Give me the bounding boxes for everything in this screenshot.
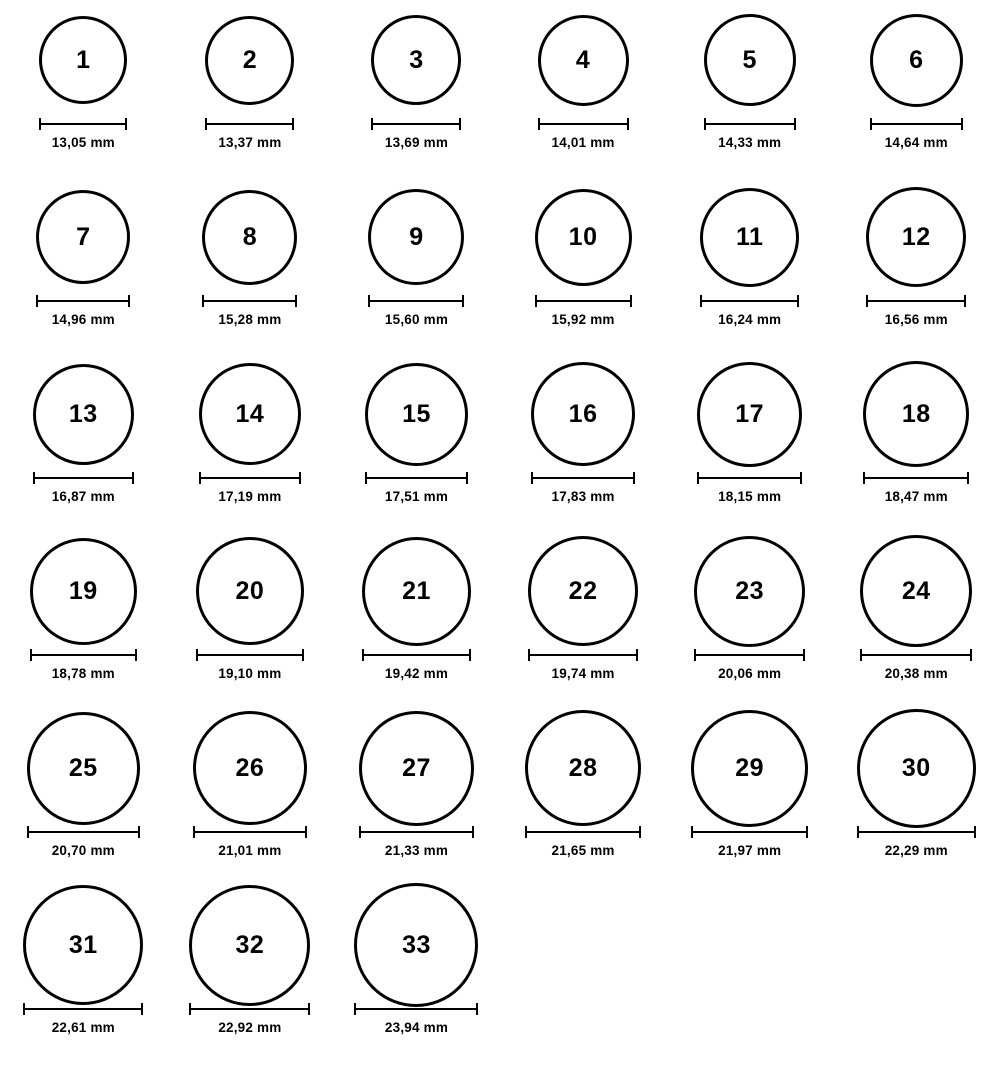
ring-size-cell — [333, 712, 500, 889]
ring-size-number: 9 — [409, 222, 424, 251]
ring-outline-wrap — [535, 181, 632, 293]
ring-size-number: 12 — [901, 222, 931, 251]
ring-outline-circle — [525, 710, 641, 826]
ring-size-number: 1 — [76, 45, 91, 74]
ring-size-number: 29 — [735, 753, 765, 782]
ring-size-cell — [333, 4, 500, 181]
ring-outline-circle — [531, 362, 635, 466]
ring-size-cell — [333, 535, 500, 712]
ring-diameter-label: 15,28 mm — [218, 312, 282, 327]
ring-outline-circle — [354, 883, 478, 1007]
ring-diameter-label: 18,78 mm — [51, 666, 115, 681]
ring-outline-circle — [863, 361, 969, 467]
ring-diameter-label: 23,94 mm — [384, 1020, 449, 1035]
ring-size-number: 25 — [68, 753, 98, 782]
ring-outline-circle — [528, 536, 638, 646]
diameter-caliper-icon — [202, 295, 297, 307]
ring-size-number: 8 — [242, 222, 258, 251]
diameter-caliper-icon — [189, 1003, 310, 1015]
ring-diameter-label: 14,33 mm — [718, 135, 782, 150]
ring-size-number: 13 — [68, 399, 98, 428]
ring-size-number: 15 — [402, 399, 431, 428]
ring-diameter-label: 21,01 mm — [218, 843, 282, 858]
ring-size-cell — [833, 358, 1000, 535]
ring-outline-wrap — [205, 4, 294, 116]
ring-outline-circle — [205, 16, 294, 105]
ring-size-number: 18 — [901, 399, 931, 428]
ring-outline-wrap — [23, 889, 143, 1001]
ring-outline-wrap — [704, 4, 796, 116]
ring-diameter-label: 13,05 mm — [51, 135, 115, 150]
diameter-caliper-icon — [36, 295, 130, 307]
ring-size-number: 30 — [901, 753, 931, 782]
ring-size-number: 20 — [235, 576, 265, 605]
ring-size-number: 14 — [235, 399, 265, 428]
ring-diameter-label: 20,70 mm — [51, 843, 115, 858]
ring-outline-wrap — [27, 712, 140, 824]
diameter-caliper-icon — [371, 118, 461, 130]
diameter-caliper-icon — [27, 826, 140, 838]
ring-size-number: 10 — [568, 222, 598, 251]
diameter-caliper-icon — [860, 649, 972, 661]
ring-size-cell — [0, 889, 167, 1066]
ring-outline-wrap — [368, 181, 464, 293]
diameter-caliper-icon — [866, 295, 966, 307]
ring-outline-circle — [193, 711, 307, 825]
ring-diameter-label: 14,64 mm — [884, 135, 948, 150]
diameter-caliper-icon — [857, 826, 976, 838]
ring-outline-wrap — [30, 535, 137, 647]
ring-outline-wrap — [528, 535, 638, 647]
ring-size-number: 22 — [568, 576, 598, 605]
diameter-caliper-icon — [30, 649, 137, 661]
ring-size-number: 31 — [68, 930, 98, 959]
ring-outline-wrap — [196, 535, 304, 647]
ring-outline-wrap — [36, 181, 130, 293]
ring-size-cell — [833, 712, 1000, 889]
ring-diameter-label: 17,51 mm — [384, 489, 449, 504]
ring-outline-wrap — [362, 535, 471, 647]
diameter-caliper-icon — [538, 118, 629, 130]
diameter-caliper-icon — [23, 1003, 143, 1015]
ring-size-number: 33 — [402, 930, 431, 959]
ring-outline-circle — [691, 710, 808, 827]
ring-size-number: 7 — [76, 222, 91, 251]
ring-outline-wrap — [33, 358, 134, 470]
diameter-caliper-icon — [368, 295, 464, 307]
ring-diameter-label: 16,56 mm — [884, 312, 948, 327]
ring-outline-circle — [39, 16, 127, 104]
diameter-caliper-icon — [205, 118, 294, 130]
ring-outline-circle — [365, 363, 468, 466]
ring-outline-circle — [866, 187, 966, 287]
ring-outline-circle — [700, 188, 799, 287]
ring-outline-circle — [33, 364, 134, 465]
ring-size-number: 26 — [235, 753, 265, 782]
diameter-caliper-icon — [528, 649, 638, 661]
ring-diameter-label: 21,97 mm — [718, 843, 782, 858]
ring-outline-wrap — [538, 4, 629, 116]
diameter-caliper-icon — [525, 826, 641, 838]
ring-outline-circle — [704, 14, 796, 106]
ring-size-number: 27 — [402, 753, 431, 782]
ring-size-cell — [333, 181, 500, 358]
ring-size-number: 2 — [242, 45, 258, 74]
ring-size-number: 23 — [735, 576, 765, 605]
diameter-caliper-icon — [39, 118, 127, 130]
diameter-caliper-icon — [694, 649, 805, 661]
ring-outline-wrap — [354, 889, 478, 1001]
ring-diameter-label: 15,92 mm — [551, 312, 615, 327]
ring-outline-circle — [196, 537, 304, 645]
ring-diameter-label: 18,15 mm — [718, 489, 782, 504]
ring-outline-circle — [860, 535, 972, 647]
ring-diameter-label: 21,33 mm — [384, 843, 449, 858]
ring-diameter-label: 14,01 mm — [551, 135, 615, 150]
ring-outline-wrap — [202, 181, 297, 293]
diameter-caliper-icon — [870, 118, 963, 130]
ring-diameter-label: 17,19 mm — [218, 489, 282, 504]
diameter-caliper-icon — [700, 295, 799, 307]
ring-outline-circle — [30, 538, 137, 645]
ring-size-cell — [167, 712, 334, 889]
diameter-caliper-icon — [691, 826, 808, 838]
ring-outline-wrap — [359, 712, 474, 824]
ring-outline-wrap — [694, 535, 805, 647]
ring-outline-circle — [368, 189, 464, 285]
ring-size-cell — [666, 358, 833, 535]
ring-outline-circle — [697, 362, 802, 467]
ring-size-cell — [666, 4, 833, 181]
ring-outline-circle — [27, 712, 140, 825]
diameter-caliper-icon — [697, 472, 802, 484]
ring-outline-circle — [359, 711, 474, 826]
ring-size-number: 17 — [735, 399, 765, 428]
ring-outline-circle — [870, 14, 963, 107]
ring-size-cell — [833, 181, 1000, 358]
ring-size-cell — [167, 4, 334, 181]
ring-outline-wrap — [697, 358, 802, 470]
diameter-caliper-icon — [362, 649, 471, 661]
ring-size-number: 19 — [68, 576, 98, 605]
ring-diameter-label: 19,10 mm — [218, 666, 282, 681]
ring-diameter-label: 19,74 mm — [551, 666, 615, 681]
ring-size-cell — [0, 712, 167, 889]
ring-size-cell — [666, 181, 833, 358]
ring-size-cell — [666, 535, 833, 712]
ring-outline-circle — [371, 15, 461, 105]
ring-diameter-label: 16,87 mm — [51, 489, 115, 504]
ring-size-cell — [833, 4, 1000, 181]
ring-size-cell — [500, 358, 667, 535]
ring-size-cell — [167, 535, 334, 712]
ring-outline-wrap — [860, 535, 972, 647]
ring-outline-circle — [857, 709, 976, 828]
ring-outline-wrap — [371, 4, 461, 116]
ring-outline-circle — [189, 885, 310, 1006]
diameter-caliper-icon — [531, 472, 635, 484]
ring-outline-wrap — [199, 358, 301, 470]
ring-size-cell — [0, 358, 167, 535]
ring-size-cell — [500, 4, 667, 181]
ring-diameter-label: 13,37 mm — [218, 135, 282, 150]
ring-diameter-label: 17,83 mm — [551, 489, 615, 504]
ring-diameter-label: 22,92 mm — [218, 1020, 282, 1035]
ring-size-number: 11 — [735, 222, 764, 251]
ring-diameter-label: 21,65 mm — [551, 843, 615, 858]
diameter-caliper-icon — [33, 472, 134, 484]
diameter-caliper-icon — [193, 826, 307, 838]
ring-size-cell — [0, 181, 167, 358]
ring-outline-wrap — [193, 712, 307, 824]
diameter-caliper-icon — [196, 649, 304, 661]
ring-outline-wrap — [870, 4, 963, 116]
ring-outline-circle — [199, 363, 301, 465]
ring-size-number: 16 — [568, 399, 598, 428]
ring-size-cell — [333, 889, 500, 1066]
ring-size-cell — [500, 712, 667, 889]
diameter-caliper-icon — [359, 826, 474, 838]
ring-outline-wrap — [39, 4, 127, 116]
ring-outline-circle — [535, 189, 632, 286]
ring-outline-wrap — [531, 358, 635, 470]
ring-diameter-label: 14,96 mm — [51, 312, 115, 327]
ring-outline-circle — [694, 536, 805, 647]
ring-outline-wrap — [189, 889, 310, 1001]
ring-outline-wrap — [365, 358, 468, 470]
ring-outline-wrap — [691, 712, 808, 824]
ring-size-cell — [500, 181, 667, 358]
ring-size-cell — [833, 535, 1000, 712]
ring-diameter-label: 22,29 mm — [884, 843, 948, 858]
ring-outline-circle — [538, 15, 629, 106]
ring-diameter-label: 20,38 mm — [884, 666, 948, 681]
ring-size-cell — [333, 358, 500, 535]
diameter-caliper-icon — [704, 118, 796, 130]
diameter-caliper-icon — [354, 1003, 478, 1015]
ring-diameter-label: 18,47 mm — [884, 489, 948, 504]
ring-diameter-label: 19,42 mm — [384, 666, 449, 681]
ring-size-number: 3 — [409, 45, 424, 74]
ring-size-cell — [0, 535, 167, 712]
ring-diameter-label: 22,61 mm — [51, 1020, 115, 1035]
ring-size-cell — [666, 712, 833, 889]
diameter-caliper-icon — [365, 472, 468, 484]
ring-size-number: 21 — [402, 576, 431, 605]
ring-size-cell — [167, 181, 334, 358]
ring-size-cell — [0, 4, 167, 181]
diameter-caliper-icon — [535, 295, 632, 307]
ring-outline-wrap — [866, 181, 966, 293]
ring-outline-circle — [36, 190, 130, 284]
ring-diameter-label: 16,24 mm — [718, 312, 782, 327]
ring-size-cell — [167, 358, 334, 535]
ring-outline-wrap — [525, 712, 641, 824]
ring-outline-circle — [23, 885, 143, 1005]
ring-outline-wrap — [700, 181, 799, 293]
ring-outline-wrap — [857, 712, 976, 824]
ring-size-number: 4 — [575, 45, 591, 74]
ring-size-number: 32 — [235, 930, 265, 959]
ring-size-cell — [500, 535, 667, 712]
ring-size-number: 28 — [568, 753, 598, 782]
diameter-caliper-icon — [199, 472, 301, 484]
ring-size-number: 6 — [909, 45, 924, 74]
ring-size-number: 24 — [901, 576, 931, 605]
ring-diameter-label: 20,06 mm — [718, 666, 782, 681]
ring-diameter-label: 15,60 mm — [384, 312, 449, 327]
ring-outline-wrap — [863, 358, 969, 470]
ring-outline-circle — [362, 537, 471, 646]
diameter-caliper-icon — [863, 472, 969, 484]
ring-size-cell — [167, 889, 334, 1066]
ring-size-number: 5 — [742, 45, 757, 74]
ring-outline-circle — [202, 190, 297, 285]
ring-diameter-label: 13,69 mm — [384, 135, 449, 150]
